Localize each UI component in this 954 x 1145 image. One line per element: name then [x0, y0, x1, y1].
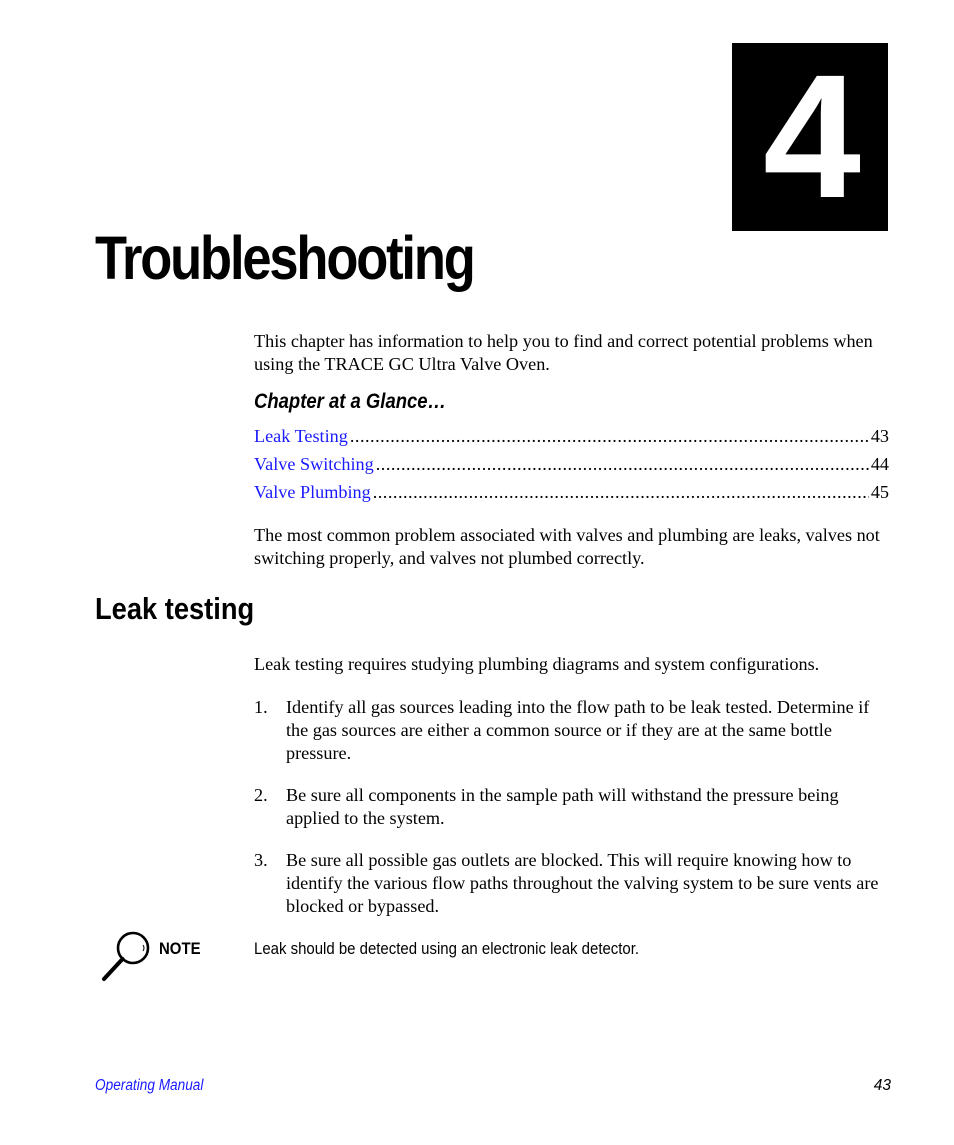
step-text: Be sure all components in the sample path will withstand the pressure being applied to the system. — [286, 785, 839, 828]
intro-paragraph: This chapter has information to help you to find and correct potential problems when using the TRACE GC Ultra Valve Oven. — [254, 331, 873, 374]
section-heading-leak-testing: Leak testing — [95, 591, 255, 626]
toc-link[interactable]: Valve Plumbing — [254, 482, 371, 502]
toc-entry-valve-switching[interactable] — [254, 454, 889, 478]
chapter-number-box — [732, 39, 888, 235]
chapter-title: Troubleshooting — [95, 224, 474, 292]
magnifier-icon — [100, 928, 156, 984]
glance-heading: Chapter at a Glance… — [254, 390, 447, 413]
toc-page-number: 43 — [870, 426, 889, 446]
toc-page-number: 45 — [870, 482, 889, 502]
summary-paragraph: The most common problem associated with valves and plumbing are leaks, valves not switching properly, and valves not plumbed correctly. — [254, 525, 880, 568]
leak-testing-intro: Leak testing requires studying plumbing diagrams and system configurations. — [254, 654, 820, 674]
step-text: Be sure all possible gas outlets are blocked. This will require knowing how to identify the various flow paths throughout the valving system to be sure vents are blocked or bypassed. — [286, 850, 879, 916]
footer-manual-title: Operating Manual — [95, 1077, 204, 1094]
note-label: NOTE — [159, 939, 201, 958]
note-text: Leak should be detected using an electronic leak detector. — [254, 939, 640, 958]
chapter-number: 4 — [763, 39, 857, 235]
toc-link[interactable]: Valve Switching — [254, 454, 374, 474]
toc-leader-dots — [373, 482, 869, 503]
step-text: Identify all gas sources leading into the flow path to be leak tested. Determine if the gas sources are either a common source or if they are at the same bottle pressure. — [286, 697, 870, 763]
toc-entry-leak-testing[interactable] — [254, 426, 889, 450]
toc-page-number: 44 — [870, 454, 889, 474]
step-number: 1. — [254, 697, 268, 717]
toc-link[interactable]: Leak Testing — [254, 426, 348, 446]
toc-leader-dots — [376, 454, 869, 475]
step-number: 3. — [254, 850, 268, 870]
step-number: 2. — [254, 785, 268, 805]
toc-entry-valve-plumbing[interactable] — [254, 482, 889, 506]
toc-leader-dots — [350, 426, 869, 447]
footer-page-number: 43 — [873, 1077, 891, 1094]
